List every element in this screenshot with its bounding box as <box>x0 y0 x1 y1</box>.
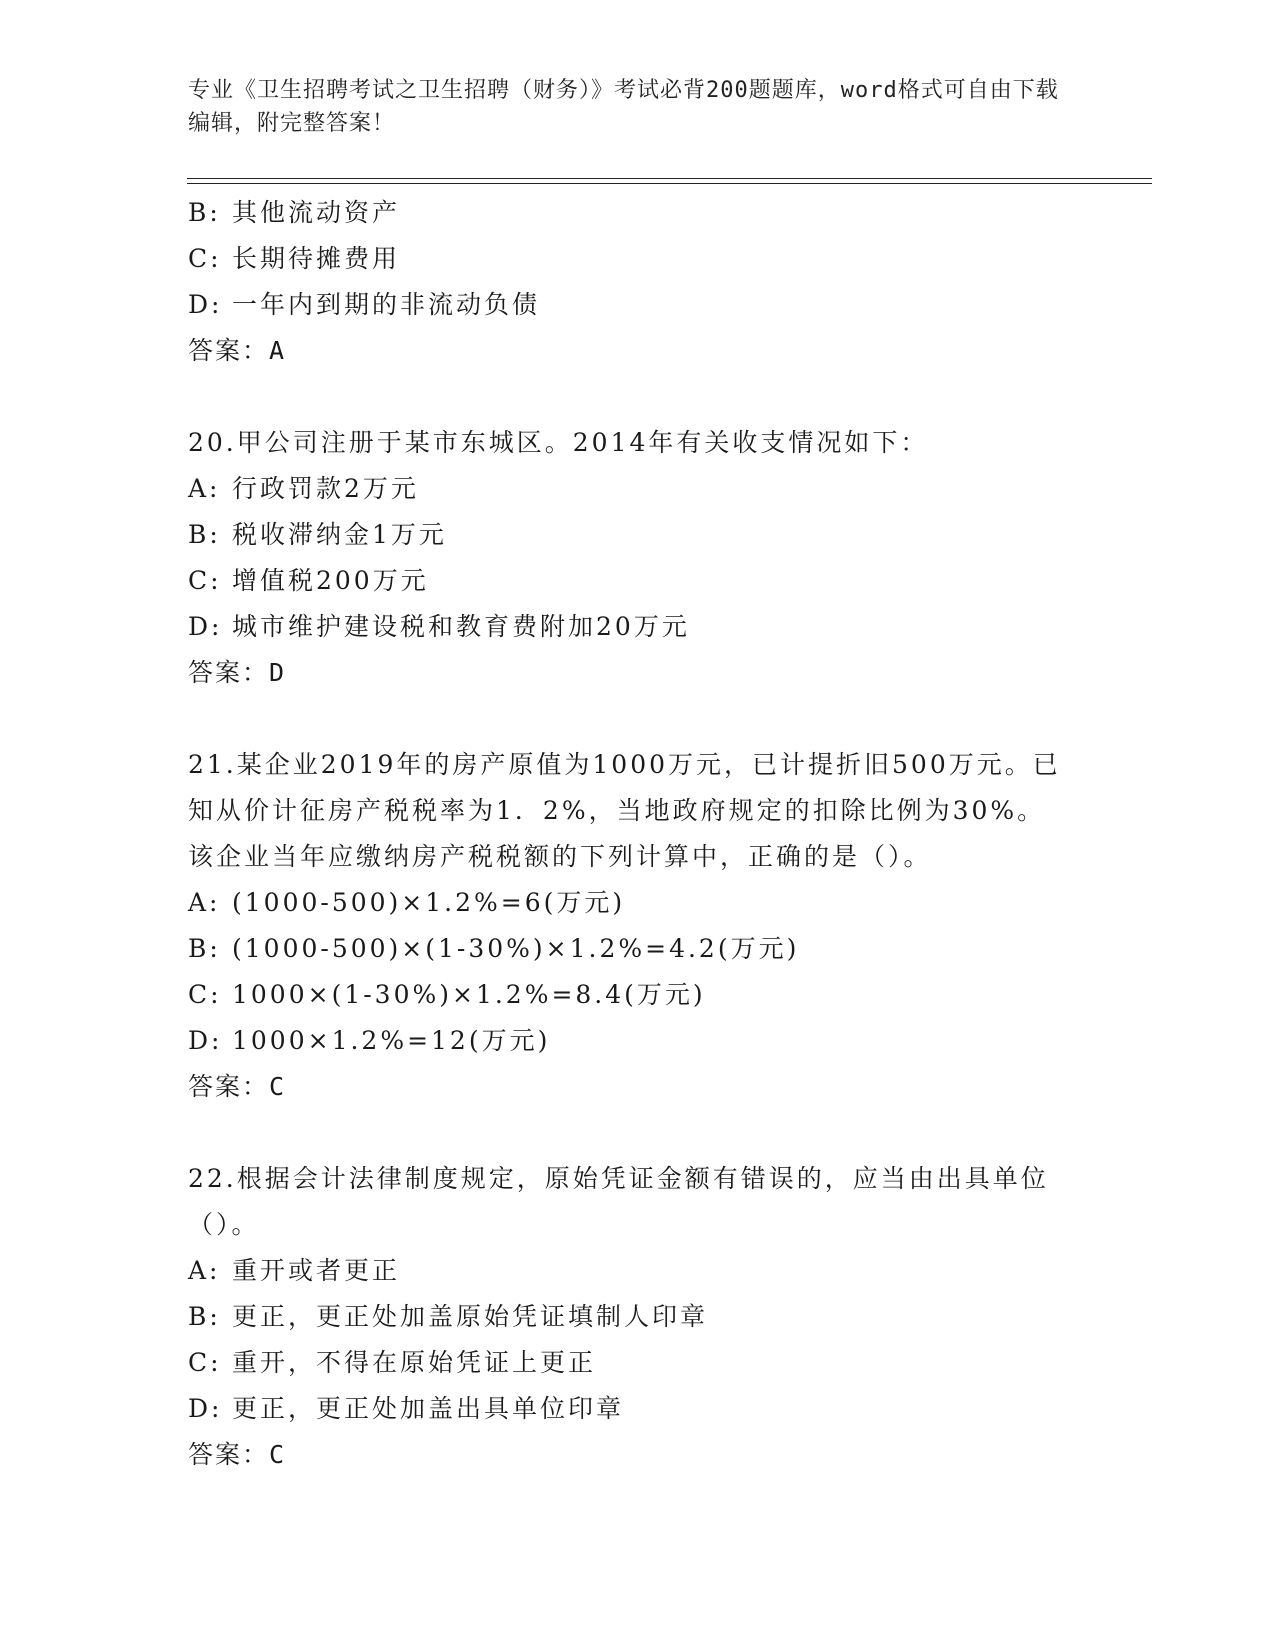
option-text: 增值税200万元 <box>232 566 429 595</box>
document-header: 专业《卫生招聘考试之卫生招聘（财务）》考试必背200题题库，word格式可自由下载编辑，附完整答案！ <box>188 78 1059 136</box>
option-letter: D: <box>188 612 223 641</box>
option-b <box>188 512 1088 558</box>
option-b <box>188 926 1088 972</box>
spacer <box>188 1110 1088 1156</box>
option-letter: A: <box>188 1256 221 1285</box>
option-c <box>188 972 1088 1018</box>
option-d <box>188 1018 1088 1064</box>
question-stem: 20.甲公司注册于某市东城区。2014年有关收支情况如下： <box>188 428 929 457</box>
question-stem-line: 22.根据会计法律制度规定，原始凭证金额有错误的，应当由出具单位 <box>188 1164 1049 1193</box>
option-text: 重开，不得在原始凭证上更正 <box>232 1348 597 1377</box>
spacer <box>188 374 1088 420</box>
option-letter: B: <box>188 1302 221 1331</box>
document-body <box>188 190 1088 1478</box>
option-letter: C: <box>188 1348 222 1377</box>
answer: 答案：A <box>188 336 287 365</box>
option-text: 更正，更正处加盖原始凭证填制人印章 <box>232 1302 709 1331</box>
option-text: 城市维护建设税和教育费附加20万元 <box>232 612 690 641</box>
option-a <box>188 466 1088 512</box>
option-c <box>188 1340 1088 1386</box>
option-a <box>188 880 1088 926</box>
option-b <box>188 190 1088 236</box>
option-text: 一年内到期的非流动负债 <box>232 290 541 319</box>
option-d <box>188 604 1088 650</box>
option-text: 更正，更正处加盖出具单位印章 <box>232 1394 625 1423</box>
option-text: (1000-500)×(1-30%)×1.2%=4.2(万元) <box>232 934 800 963</box>
question-stem-line: 该企业当年应缴纳房产税税额的下列计算中，正确的是（）。 <box>188 842 932 871</box>
question-22 <box>188 1156 1088 1478</box>
answer: 答案：D <box>188 658 287 687</box>
option-c <box>188 558 1088 604</box>
question-stem-line: 21.某企业2019年的房产原值为1000万元，已计提折旧500万元。已 <box>188 750 1061 779</box>
question-20 <box>188 420 1088 696</box>
option-text: 长期待摊费用 <box>232 244 401 273</box>
question-stem-line: （）。 <box>188 1210 260 1239</box>
option-text: 税收滞纳金1万元 <box>232 520 447 549</box>
option-text: (1000-500)×1.2%=6(万元) <box>232 888 626 917</box>
question-21 <box>188 742 1088 1110</box>
option-letter: A: <box>188 888 221 917</box>
option-text: 其他流动资产 <box>232 198 401 227</box>
spacer <box>188 696 1088 742</box>
option-letter: B: <box>188 520 221 549</box>
option-text: 行政罚款2万元 <box>232 474 419 503</box>
question-stem-line: 知从价计征房产税税率为1．2%，当地政府规定的扣除比例为30%。 <box>188 796 1046 825</box>
question-19-tail <box>188 190 1088 374</box>
option-text: 1000×(1-30%)×1.2%=8.4(万元) <box>232 980 706 1009</box>
option-c <box>188 236 1088 282</box>
option-letter: A: <box>188 474 221 503</box>
option-letter: D: <box>188 290 223 319</box>
option-letter: D: <box>188 1026 223 1055</box>
option-letter: B: <box>188 934 221 963</box>
option-b <box>188 1294 1088 1340</box>
option-letter: C: <box>188 980 222 1009</box>
option-letter: C: <box>188 566 222 595</box>
option-text: 重开或者更正 <box>232 1256 401 1285</box>
option-a <box>188 1248 1088 1294</box>
answer: 答案：C <box>188 1440 287 1469</box>
header-divider-top <box>187 178 1152 179</box>
option-letter: C: <box>188 244 222 273</box>
header-divider-bottom <box>187 183 1152 184</box>
option-letter: B: <box>188 198 221 227</box>
option-letter: D: <box>188 1394 223 1423</box>
answer: 答案：C <box>188 1072 287 1101</box>
option-d <box>188 1386 1088 1432</box>
option-d <box>188 282 1088 328</box>
option-text: 1000×1.2%=12(万元) <box>232 1026 551 1055</box>
